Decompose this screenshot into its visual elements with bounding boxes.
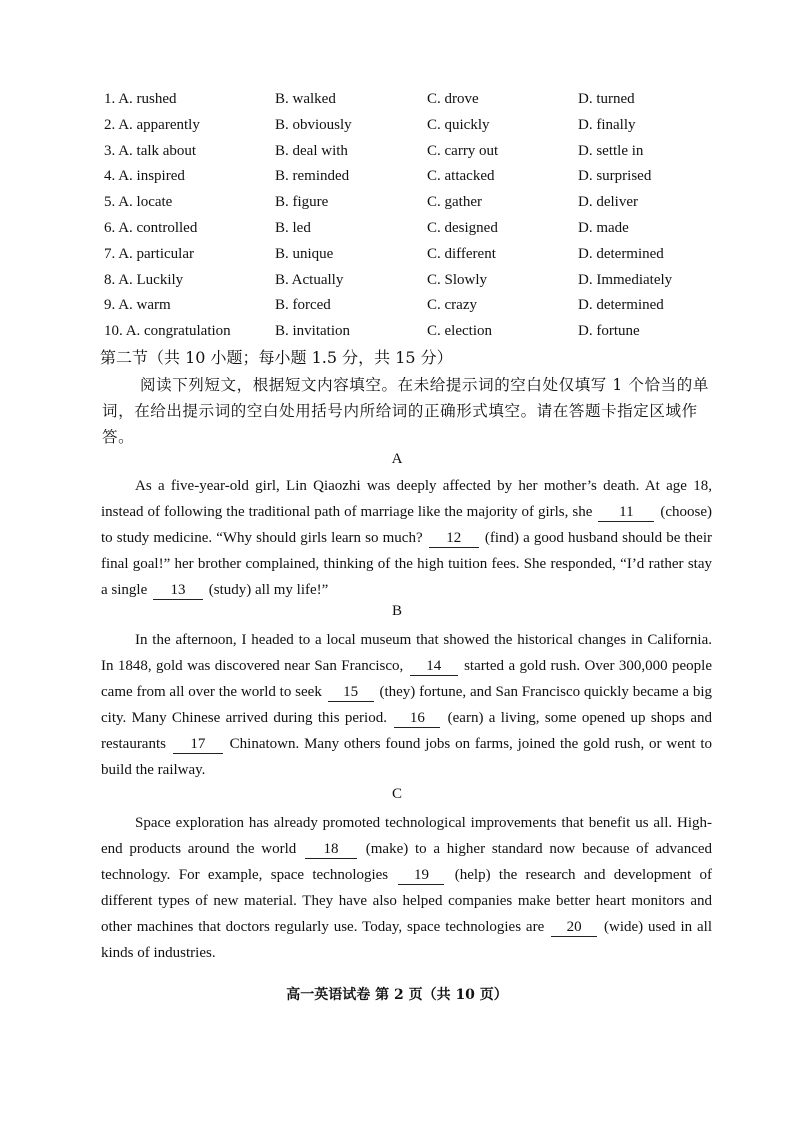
section-title: 第二节（共 10 小题；每小题 1.5 分，共 15 分） — [100, 348, 453, 367]
question-number: 5. — [104, 194, 116, 211]
option-d: D. surprised — [578, 168, 652, 185]
option-a — [104, 269, 183, 291]
option-d: D. settle in — [578, 142, 644, 159]
option-d: D. made — [578, 219, 629, 236]
option-row — [104, 294, 704, 320]
option-a-text: A. particular — [118, 245, 194, 262]
passage-text: In the afternoon, I headed to a local museum that showed the historical changes in California. In 1848, gold was discovered near San Francisco, — [101, 632, 712, 674]
passage-text: As a five-year-old girl, Lin Qiaozhi was deeply affected by her mother’s death. At age 18, instead of following the traditional path of marriage like the majority of girls, she — [101, 478, 712, 520]
question-number: 4. — [104, 168, 116, 185]
option-c: C. quickly — [427, 116, 490, 133]
option-a — [104, 114, 200, 136]
option-c: C. crazy — [427, 297, 477, 314]
question-number: 3. — [104, 142, 116, 159]
option-a-text: A. congratulation — [125, 323, 231, 340]
passage-a — [101, 473, 712, 603]
option-c: C. attacked — [427, 168, 495, 185]
option-row — [104, 165, 704, 191]
passage-text: (they) fortune, and San Francisco quickly became a big city. Many Chinese arrived during this period. — [101, 684, 713, 726]
option-a-text: A. talk about — [118, 142, 197, 159]
question-number: 7. — [104, 245, 116, 262]
option-row — [104, 320, 704, 346]
option-row — [104, 217, 704, 243]
option-a — [104, 140, 196, 162]
blank-17: 17 — [173, 735, 223, 754]
passage-text: started a gold rush. Over 300,000 people came from all over the world to seek — [101, 658, 713, 700]
passage-text: (find) a good husband should be their final goal!” her brother complained, thinking of the high tuition fees. She responded, “I’d rather stay a single — [101, 530, 713, 598]
option-b: B. figure — [275, 194, 329, 211]
instructions: 阅读下列短文，根据短文内容填空。在未给提示词的空白处仅填写 1 个恰当的单词，在给出提示词的空白处用括号内所给词的正确形式填空。请在答题卡指定区域作答。 — [102, 376, 709, 446]
passage-text: (choose) to study medicine. “Why should girls learn so much? — [101, 504, 713, 546]
option-a-text: A. Luckily — [118, 271, 184, 288]
option-a-text: A. controlled — [118, 219, 198, 236]
option-a — [104, 243, 194, 265]
option-d: D. fortune — [578, 323, 640, 340]
option-b: B. obviously — [275, 116, 352, 133]
option-c: C. election — [427, 323, 492, 340]
question-number: 10. — [104, 323, 123, 340]
option-b: B. unique — [275, 245, 334, 262]
question-number: 2. — [104, 116, 116, 133]
option-c: C. designed — [427, 219, 498, 236]
blank-11: 11 — [598, 503, 654, 522]
option-d: D. finally — [578, 116, 636, 133]
passage-b-label: B — [391, 603, 402, 619]
blank-12: 12 — [429, 529, 479, 548]
option-b: B. invitation — [275, 323, 350, 340]
option-a — [104, 165, 185, 187]
page-footer: 高一英语试卷 第 2 页（共 10 页） — [286, 987, 508, 1003]
blank-18: 18 — [305, 840, 357, 859]
passage-text: (make) to a higher standard now because of advanced technology. For example, space technologies — [101, 841, 713, 883]
option-row — [104, 269, 704, 295]
option-a — [104, 191, 172, 213]
option-a-text: A. apparently — [118, 116, 200, 133]
question-number: 6. — [104, 219, 116, 236]
option-row — [104, 140, 704, 166]
option-row — [104, 88, 704, 114]
option-a — [104, 320, 231, 342]
option-a — [104, 88, 177, 110]
passage-b — [101, 627, 712, 783]
option-row — [104, 114, 704, 140]
passage-text: Space exploration has already promoted technological improvements that benefit us all. High-end products around the world — [101, 815, 712, 857]
passage-text: (help) the research and development of different types of new material. They have also helped companies make better heart monitors and other machines that doctors regularly use. Today, space technologies are — [101, 867, 713, 935]
option-a-text: A. locate — [118, 194, 173, 211]
option-a — [104, 294, 171, 316]
option-d: D. determined — [578, 245, 664, 262]
option-c: C. different — [427, 245, 496, 262]
passage-a-label: A — [391, 451, 403, 467]
blank-16: 16 — [394, 709, 440, 728]
blank-15: 15 — [328, 683, 374, 702]
blank-14: 14 — [410, 657, 458, 676]
option-a-text: A. warm — [118, 297, 171, 314]
option-d: D. Immediately — [578, 271, 673, 288]
option-d: D. determined — [578, 297, 664, 314]
option-c: C. carry out — [427, 142, 499, 159]
option-b: B. led — [275, 219, 311, 236]
option-c: C. Slowly — [427, 271, 488, 288]
passage-text: (earn) a living, some opened up shops and restaurants — [101, 710, 713, 752]
question-number: 9. — [104, 297, 116, 314]
option-c: C. drove — [427, 91, 479, 107]
option-b: B. walked — [275, 91, 336, 107]
option-b: B. Actually — [275, 271, 344, 288]
blank-19: 19 — [398, 866, 444, 885]
option-b: B. reminded — [275, 168, 350, 185]
blank-20: 20 — [551, 918, 597, 937]
option-row — [104, 243, 704, 269]
option-row — [104, 191, 704, 217]
passage-text: (study) all my life!” — [208, 582, 329, 598]
option-a — [104, 217, 197, 239]
passage-c-label: C — [391, 786, 402, 802]
option-c: C. gather — [427, 194, 482, 211]
option-b: B. deal with — [275, 142, 348, 159]
option-b: B. forced — [275, 297, 331, 314]
option-a-text: A. rushed — [118, 91, 177, 107]
passage-text: Chinatown. Many others found jobs on farms, joined the gold rush, or went to build the railway. — [101, 736, 713, 778]
option-d: D. turned — [578, 91, 635, 107]
passage-text: (wide) used in all kinds of industries. — [101, 919, 712, 961]
option-a-text: A. inspired — [118, 168, 185, 185]
option-d: D. deliver — [578, 194, 638, 211]
passage-c — [101, 810, 712, 966]
question-number: 8. — [104, 271, 116, 288]
blank-13: 13 — [153, 581, 203, 600]
question-number: 1. — [104, 91, 116, 107]
option-list — [104, 88, 704, 346]
